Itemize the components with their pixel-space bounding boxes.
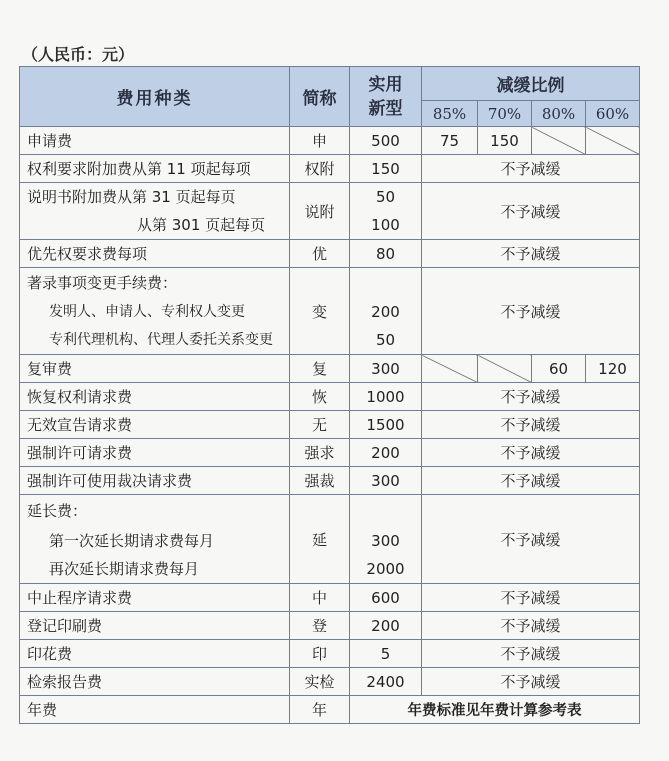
fee-name-sub2: 专利代理机构、代理人委托关系变更 [49, 332, 273, 348]
table-row [20, 467, 640, 495]
reduction-status: 不予减缓 [422, 668, 640, 696]
fee-abbr: 强裁 [290, 467, 350, 495]
fee-amount: 200 [350, 612, 422, 640]
fee-abbr: 申 [290, 127, 350, 155]
fee-abbr: 权附 [290, 155, 350, 183]
fee-name: 恢复权利请求费 [20, 383, 290, 411]
fee-name [20, 268, 290, 355]
reduction-status: 不予减缓 [422, 268, 640, 355]
reduction-80: 60 [532, 355, 586, 383]
fee-amount-2: 2000 [366, 560, 405, 578]
fee-name: 权利要求附加费从第 11 项起每项 [20, 155, 290, 183]
table-row [20, 696, 640, 724]
fee-amount-1: 50 [375, 188, 396, 206]
fee-abbr: 实检 [290, 668, 350, 696]
reduction-60: 120 [586, 355, 640, 383]
fee-name: 优先权要求费每项 [20, 240, 290, 268]
fee-amount: 300 [350, 467, 422, 495]
fee-amount-2: 50 [375, 331, 396, 349]
fee-name: 检索报告费 [20, 668, 290, 696]
header-reduction-ratio: 减缓比例 [422, 67, 640, 101]
header-practical-line1: 实用 [368, 74, 403, 95]
fee-amount: 1500 [350, 411, 422, 439]
table-row [20, 155, 640, 183]
reduction-status: 不予减缓 [422, 439, 640, 467]
fee-abbr: 恢 [290, 383, 350, 411]
fee-amount [350, 495, 422, 584]
table-row [20, 612, 640, 640]
header-pct-60: 60% [586, 101, 640, 127]
fee-name: 强制许可请求费 [20, 439, 290, 467]
fee-amount-2: 100 [371, 216, 400, 234]
table-row [20, 439, 640, 467]
fee-amount: 5 [350, 640, 422, 668]
fee-name [20, 183, 290, 240]
reduction-status: 不予减缓 [422, 183, 640, 240]
reduction-status: 不予减缓 [422, 640, 640, 668]
header-pct-85: 85% [422, 101, 478, 127]
annual-fee-note: 年费标准见年费计算参考表 [350, 696, 640, 724]
table-row [20, 584, 640, 612]
table-row [20, 383, 640, 411]
header-abbreviation: 简称 [290, 67, 350, 127]
fee-amount [350, 268, 422, 355]
fee-amount: 1000 [350, 383, 422, 411]
fee-name-line1: 说明书附加费从第 31 页起每页 [27, 188, 236, 206]
reduction-status: 不予减缓 [422, 383, 640, 411]
fee-name-sub1: 第一次延长期请求费每月 [49, 532, 215, 550]
reduction-status: 不予减缓 [422, 495, 640, 584]
fee-name-sub2: 再次延长期请求费每月 [49, 560, 200, 578]
fee-abbr: 说附 [290, 183, 350, 240]
fee-name-line1: 著录事项变更手续费： [27, 274, 178, 292]
table-row [20, 183, 640, 240]
not-applicable-cell [586, 127, 640, 155]
fee-amount: 300 [350, 355, 422, 383]
fee-table [19, 66, 640, 724]
fee-amount: 150 [350, 155, 422, 183]
fee-abbr: 中 [290, 584, 350, 612]
reduction-70: 150 [478, 127, 532, 155]
not-applicable-cell [478, 355, 532, 383]
fee-abbr: 变 [290, 268, 350, 355]
reduction-status: 不予减缓 [422, 467, 640, 495]
fee-amount-1: 300 [371, 532, 400, 550]
fee-name: 印花费 [20, 640, 290, 668]
fee-abbr: 年 [290, 696, 350, 724]
table-row [20, 240, 640, 268]
fee-abbr: 优 [290, 240, 350, 268]
table-row [20, 668, 640, 696]
fee-name: 强制许可使用裁决请求费 [20, 467, 290, 495]
fee-name: 申请费 [20, 127, 290, 155]
fee-name: 中止程序请求费 [20, 584, 290, 612]
reduction-status: 不予减缓 [422, 612, 640, 640]
currency-unit-label: （人民币：元） [22, 45, 135, 64]
fee-amount: 600 [350, 584, 422, 612]
fee-amount [350, 183, 422, 240]
header-fee-type: 费用种类 [20, 67, 290, 127]
not-applicable-cell [532, 127, 586, 155]
fee-name-sub1: 发明人、申请人、专利权人变更 [49, 304, 245, 320]
table-row [20, 268, 640, 355]
not-applicable-cell [422, 355, 478, 383]
reduction-status: 不予减缓 [422, 155, 640, 183]
reduction-85: 75 [422, 127, 478, 155]
fee-name: 复审费 [20, 355, 290, 383]
fee-abbr: 无 [290, 411, 350, 439]
header-practical-new-type [350, 67, 422, 127]
fee-abbr: 复 [290, 355, 350, 383]
table-row [20, 495, 640, 584]
fee-name-line2: 从第 301 页起每页 [137, 216, 266, 234]
reduction-status: 不予减缓 [422, 411, 640, 439]
fee-amount: 200 [350, 439, 422, 467]
fee-name: 年费 [20, 696, 290, 724]
header-practical-line2: 新型 [368, 98, 403, 119]
header-pct-70: 70% [478, 101, 532, 127]
header-pct-80: 80% [532, 101, 586, 127]
table-row [20, 355, 640, 383]
fee-name: 登记印刷费 [20, 612, 290, 640]
table-row [20, 127, 640, 155]
fee-name-line1: 延长费： [27, 502, 88, 520]
fee-amount-1: 200 [371, 303, 400, 321]
fee-name [20, 495, 290, 584]
table-row [20, 640, 640, 668]
fee-abbr: 延 [290, 495, 350, 584]
fee-abbr: 印 [290, 640, 350, 668]
fee-amount: 500 [350, 127, 422, 155]
table-row [20, 411, 640, 439]
fee-abbr: 强求 [290, 439, 350, 467]
fee-abbr: 登 [290, 612, 350, 640]
fee-name: 无效宣告请求费 [20, 411, 290, 439]
fee-amount: 2400 [350, 668, 422, 696]
reduction-status: 不予减缓 [422, 584, 640, 612]
reduction-status: 不予减缓 [422, 240, 640, 268]
fee-amount: 80 [350, 240, 422, 268]
